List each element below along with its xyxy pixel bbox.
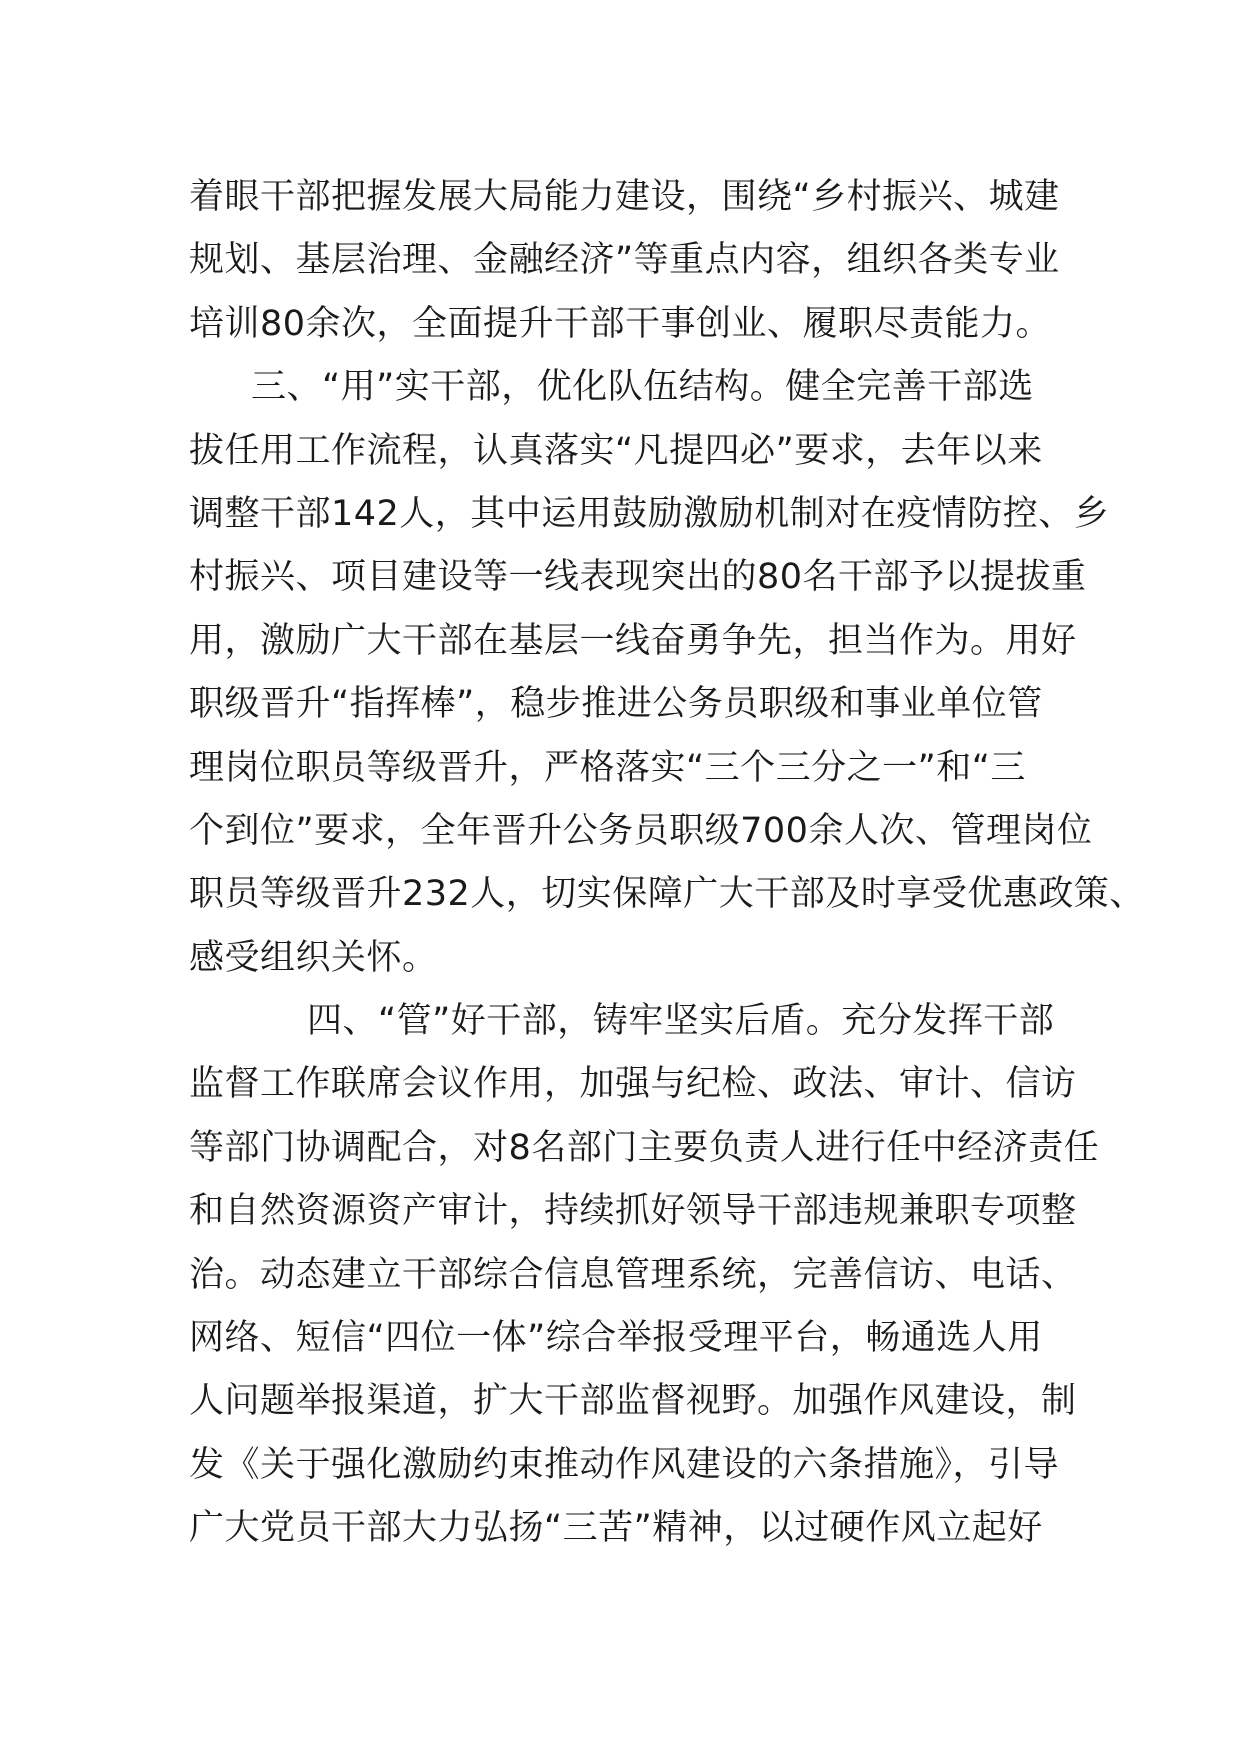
- text-line: 理岗位职员等级晋升，严格落实“三个三分之一”和“三: [189, 747, 1026, 788]
- text-line: 广大党员干部大力弘扬“三苦”精神，以过硬作风立起好: [189, 1508, 1043, 1549]
- text-line: 调整干部142人，其中运用鼓励激励机制对在疫情防控、乡: [189, 493, 1110, 534]
- section-heading-line: 三、“用”实干部，优化队伍结构。健全完善干部选: [251, 367, 1034, 408]
- text-line: 用，激励广大干部在基层一线奋勇争先，担当作为。用好: [189, 620, 1077, 661]
- text-line: 着眼干部把握发展大局能力建设，围绕“乡村振兴、城建: [189, 177, 1060, 217]
- text-line: 等部门协调配合，对8名部门主要负责人进行任中经济责任: [189, 1127, 1100, 1168]
- text-line: 村振兴、项目建设等一线表现突出的80名干部予以提拔重: [189, 557, 1087, 598]
- text-line: 人问题举报渠道，扩大干部监督视野。加强作风建设，制: [189, 1381, 1077, 1422]
- text-line: 职员等级晋升232人，切实保障广大干部及时享受优惠政策、: [189, 874, 1145, 915]
- text-line: 职级晋升“指挥棒”，稳步推进公务员职级和事业单位管: [189, 684, 1043, 725]
- text-line: 个到位”要求，全年晋升公务员职级700余人次、管理岗位: [189, 810, 1093, 851]
- text-line: 发《关于强化激励约束推动作风建设的六条措施》，引导: [189, 1444, 1060, 1485]
- text-line: 治。动态建立干部综合信息管理系统，完善信访、电话、: [189, 1254, 1077, 1295]
- text-line: 监督工作联席会议作用，加强与纪检、政法、审计、信访: [189, 1064, 1077, 1105]
- text-line: 培训80余次，全面提升干部干事创业、履职尽责能力。: [189, 303, 1052, 344]
- text-line: 感受组织关怀。: [189, 937, 438, 978]
- text-line: 网络、短信“四位一体”综合举报受理平台，畅通选人用: [189, 1318, 1043, 1359]
- text-line: 拔任用工作流程，认真落实“凡提四必”要求，去年以来: [189, 430, 1043, 471]
- text-line: 和自然资源资产审计，持续抓好领导干部违规兼职专项整: [189, 1191, 1077, 1232]
- text-line: 规划、基层治理、金融经济”等重点内容，组织各类专业: [189, 240, 1060, 281]
- section-heading-line: 四、“管”好干部，铸牢坚实后盾。充分发挥干部: [307, 1001, 1055, 1042]
- body-text: [189, 166, 1145, 1561]
